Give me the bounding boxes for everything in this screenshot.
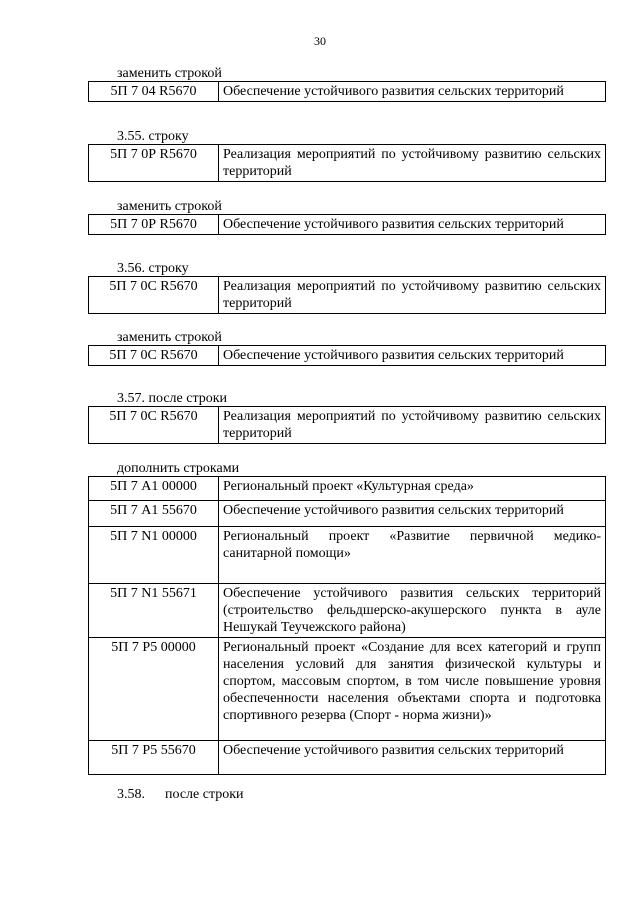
budget-code: 5П 7 0С R5670: [89, 346, 219, 366]
code-table: [88, 214, 606, 235]
code-table: [88, 144, 606, 182]
budget-code: 5П 7 0Р R5670: [89, 215, 219, 235]
code-table: [88, 476, 606, 775]
table-row: [89, 215, 606, 235]
code-table: [88, 81, 606, 102]
row-description: Реализация мероприятий по устойчивому развитию сельских территорий: [219, 145, 606, 182]
row-description: Обеспечение устойчивого развития сельских территорий (строительство фельдшерско-акушерского пункта в ауле Нешукай Теучежского района): [219, 584, 606, 638]
row-description: Обеспечение устойчивого развития сельских территорий: [219, 501, 606, 527]
budget-code: 5П 7 Р5 00000: [89, 638, 219, 741]
row-description: Реализация мероприятий по устойчивому развитию сельских территорий: [219, 407, 606, 444]
final-item-label: [117, 787, 244, 803]
row-description: Региональный проект «Создание для всех категорий и групп населения условий для занятия физической культуры и спортом, массовым спортом, в том числе повышение уровня обеспеченности населения объектами спорта и подготовка спортивного резерва (Спорт - норма жизни)»: [219, 638, 606, 741]
table-row: [89, 145, 606, 182]
section-label: 3.55. строку: [117, 129, 189, 144]
table-row: [89, 477, 606, 501]
row-description: Обеспечение устойчивого развития сельских территорий: [219, 741, 606, 775]
section-label: заменить строкой: [117, 199, 222, 214]
row-description: Реализация мероприятий по устойчивому развитию сельских территорий: [219, 277, 606, 314]
section-label: заменить строкой: [117, 66, 222, 81]
budget-code: 5П 7 0Р R5670: [89, 145, 219, 182]
page-number: 30: [314, 34, 326, 48]
table-row: [89, 527, 606, 584]
row-description: Обеспечение устойчивого развития сельских территорий: [219, 215, 606, 235]
code-table: [88, 276, 606, 314]
row-description: Обеспечение устойчивого развития сельских территорий: [219, 346, 606, 366]
table-row: [89, 346, 606, 366]
table-row: [89, 82, 606, 102]
item-number: 3.58.: [117, 787, 145, 802]
row-description: Региональный проект «Культурная среда»: [219, 477, 606, 501]
section-label: дополнить строками: [117, 461, 240, 476]
item-text: после строки: [165, 787, 244, 802]
code-table: [88, 345, 606, 366]
row-description: Обеспечение устойчивого развития сельских территорий: [219, 82, 606, 102]
section-label: 3.57. после строки: [117, 391, 228, 406]
table-row: [89, 741, 606, 775]
table-row: [89, 638, 606, 741]
budget-code: 5П 7 N1 00000: [89, 527, 219, 584]
budget-code: 5П 7 Р5 55670: [89, 741, 219, 775]
table-row: [89, 407, 606, 444]
budget-code: 5П 7 N1 55671: [89, 584, 219, 638]
budget-code: 5П 7 А1 00000: [89, 477, 219, 501]
budget-code: 5П 7 А1 55670: [89, 501, 219, 527]
table-row: [89, 584, 606, 638]
section-label: заменить строкой: [117, 330, 222, 345]
section-label: 3.56. строку: [117, 261, 189, 276]
table-row: [89, 501, 606, 527]
table-row: [89, 277, 606, 314]
budget-code: 5П 7 04 R5670: [89, 82, 219, 102]
row-description: Региональный проект «Развитие первичной медико-санитарной помощи»: [219, 527, 606, 584]
budget-code: 5П 7 0С R5670: [89, 407, 219, 444]
code-table: [88, 406, 606, 444]
budget-code: 5П 7 0С R5670: [89, 277, 219, 314]
